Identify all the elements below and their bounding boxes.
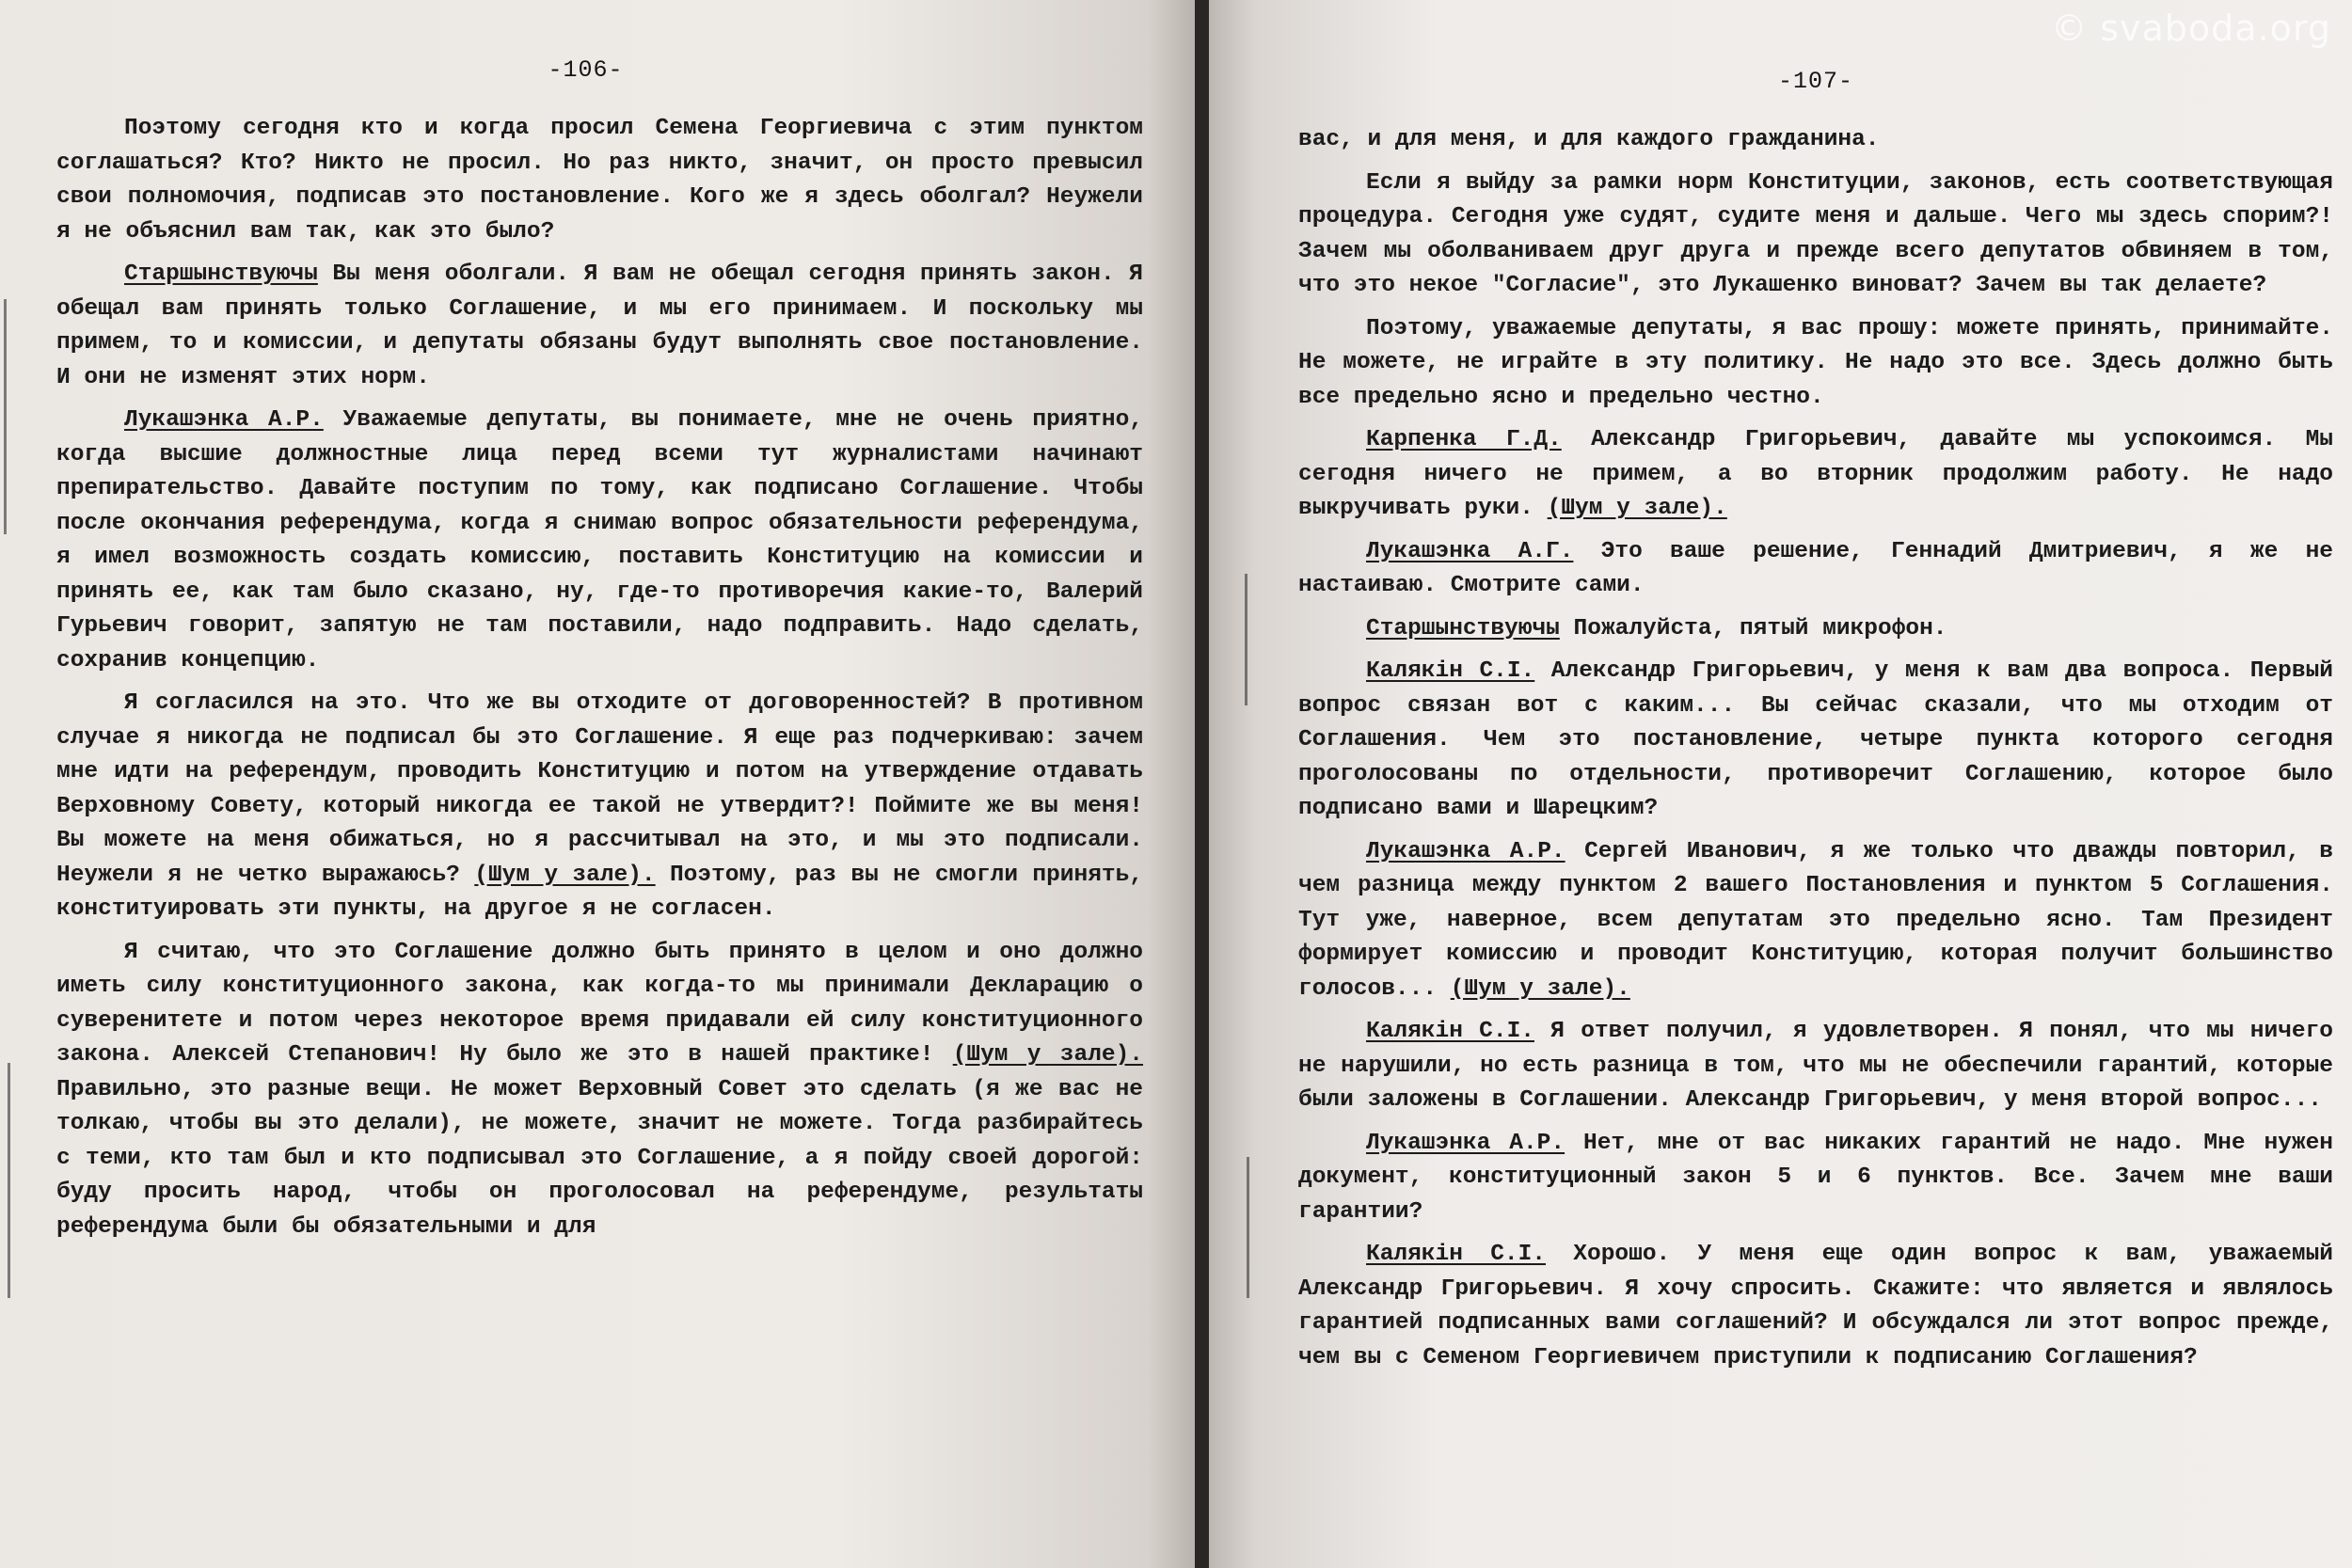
paragraph (1298, 423, 2333, 527)
speaker-name: Лукашэнка А.Р. (1366, 838, 1565, 864)
paragraph (1298, 1127, 2333, 1230)
paragraph (56, 936, 1143, 1245)
paragraph-text: Я ответ получил, я удовлетворен. Я понял, что мы ничего не нарушили, но есть разница в том, что мы не обеспечили гарантий, которые были заложены в Соглашении. Александр Григорьевич, у меня второй вопрос... (1298, 1019, 2333, 1113)
pencil-margin-bracket (1245, 574, 1248, 705)
speaker-name: Калякін С.І. (1366, 658, 1535, 684)
speaker-name: Калякін С.І. (1366, 1019, 1534, 1044)
speaker-name: Старшынствуючы (1366, 615, 1560, 641)
speaker-name: Карпенка Г.Д. (1366, 427, 1562, 452)
paragraph-text-continued: Правильно, это разные вещи. Не может Верховный Совет это сделать (я же вас не толкаю, чтобы вы это делали), не можете, значит не можете. Тогда разбирайтесь с теми, кто там был и кто подписывал это Соглашение, а я пойду своей дорогой: буду просить народ, чтобы он проголосовал на референдуме, результаты референдума были бы обязательными и для (56, 1076, 1143, 1240)
paragraph (1298, 166, 2333, 304)
paragraph (1298, 1015, 2333, 1118)
stage-note: (Шум у зале). (474, 862, 656, 888)
stage-note: (Шум у зале). (1547, 496, 1727, 521)
paragraph (1298, 612, 2333, 647)
paragraph-text: Вы меня оболгали. Я вам не обещал сегодня принять закон. Я обещал вам принять только Соглашение, и мы его принимаем. И поскольку мы примем, то и комиссии, и депутаты обязаны будут выполнять свое постановление. И они не изменят этих норм. (56, 261, 1143, 390)
paragraph-text: Поэтому сегодня кто и когда просил Семена Георгиевича с этим пунктом соглашаться? Кто? Никто не просил. Но раз никто, значит, он просто превысил свои полномочия, подписав это постановление. Кого же я здесь оболгал? Неужели я не объяснил вам так, как это было? (56, 116, 1143, 245)
page-number: -107- (1777, 68, 1853, 95)
speaker-name: Лукашэнка А.Р. (124, 407, 324, 433)
paragraph (56, 404, 1143, 678)
paragraph (56, 258, 1143, 395)
pencil-margin-bracket (8, 1063, 10, 1298)
page-number: -106- (548, 56, 624, 84)
paragraph-text: вас, и для меня, и для каждого гражданина. (1298, 127, 1880, 152)
speaker-name: Калякін С.І. (1366, 1242, 1547, 1267)
paragraph-text: Уважаемые депутаты, вы понимаете, мне не очень приятно, когда высшие должностные лица перед всеми тут журналистами начинают препирательство. Давайте поступим по тому, как подписано Соглашение. Чтобы после окончания референдума, когда я снимаю вопрос обязательности референдума, я имел возможность создать комиссию, поставить Конституцию на комиссии и принять ее, как там было сказано, ну, где-то противоречия какие-то, Валерий Гурьевич говорит, запятую не там поставили, надо подправить. Надо сделать, сохранив концепцию. (56, 407, 1143, 673)
page-body (28, 112, 1143, 1244)
stage-note: (Шум у зале). (952, 1042, 1144, 1068)
speaker-name: Старшынствуючы (124, 261, 318, 287)
paragraph-text: Я согласился на это. Что же вы отходите от договоренностей? В противном случае я никогда не подписал бы это Соглашение. Я еще раз подчеркиваю: зачем мне идти на референдум, проводить Конституцию и потом на утверждение отдавать Верховному Совету, который никогда ее такой не утвердит?! Поймите же вы меня! Вы можете на меня обижаться, но я рассчитывал на это, и мы это подписали. Неужели я не четко выражаюсь? (56, 690, 1143, 888)
paragraph-text: Это ваше решение, Геннадий Дмитриевич, я же не настаиваю. Смотрите сами. (1298, 538, 2333, 598)
paragraph (1298, 835, 2333, 1007)
paragraph-text: Хорошо. У меня еще один вопрос к вам, уважаемый Александр Григорьевич. Я хочу спросить. Скажите: что является и являлось гарантией подписанных вами соглашений? И обсуждался ли этот вопрос прежде, чем вы с Семеном Георгиевичем приступили к подписанию Соглашения? (1298, 1242, 2333, 1370)
paragraph (1298, 535, 2333, 604)
paragraph-text: Я считаю, что это Соглашение должно быть принято в целом и оно должно иметь силу конституционного закона, как когда-то мы принимали Декларацию о суверенитете и потом через некоторое время придавали ей силу конституционного закона. Алексей Степанович! Ну было же это в нашей практике! (56, 939, 1143, 1068)
pencil-margin-bracket (4, 299, 35, 534)
page-body (1298, 123, 2333, 1375)
pencil-margin-bracket (1247, 1157, 1249, 1298)
speaker-name: Лукашэнка А.Р. (1366, 1130, 1565, 1156)
paragraph (1298, 1238, 2333, 1375)
paragraph (1298, 655, 2333, 827)
paragraph (56, 112, 1143, 249)
stage-note: (Шум у зале). (1450, 975, 1630, 1002)
right-page (1209, 0, 2352, 1568)
paragraph (1298, 123, 2333, 158)
paragraph (1298, 312, 2333, 416)
paragraph-text: Александр Григорьевич, у меня к вам два вопроса. Первый вопрос связан вот с каким... Вы сейчас сказали, что мы отходим от Соглашения. Чем это постановление, четыре пункта которого сегодня проголосованы по отдельности, противоречит Соглашению, которое было подписано вами и Шарецким? (1298, 658, 2333, 821)
watermark: © svaboda.org (2051, 8, 2331, 49)
speaker-name: Лукашэнка А.Г. (1366, 538, 1574, 564)
paragraph-text: Сергей Иванович, я же только что дважды повторил, в чем разница между пунктом 2 вашего Постановления и пунктом 5 Соглашения. Тут уже, наверное, всем депутатам это предельно ясно. Там Президент формирует комиссию и проводит Конституцию, которая получит большинство голосов... (1298, 838, 2333, 1002)
paragraph-text: Пожалуйста, пятый микрофон. (1559, 615, 1947, 641)
paragraph-text-continued: Поэтому, раз вы не смогли принять, конституировать эти пункты, на другое я не согласен. (56, 862, 1144, 922)
paragraph-text: Нет, мне от вас никаких гарантий не надо. Мне нужен документ, конституционный закон 5 и 6 пунктов. Все. Зачем мне ваши гарантии? (1298, 1130, 2333, 1225)
paragraph (56, 687, 1143, 927)
paragraph-text: Александр Григорьевич, давайте мы успокоимся. Мы сегодня ничего не примем, а во вторник продолжим работу. Не надо выкручивать руки. (1298, 427, 2333, 521)
paragraph-text: Если я выйду за рамки норм Конституции, законов, есть соответствующая процедура. Сегодня уже судят, судите меня и дальше. Чего мы здесь спорим?! Зачем мы оболваниваем друг друга и прежде всего депутатов обвиняем в том, что это некое "Согласие", это Лукашенко виноват? Зачем вы так делаете? (1298, 169, 2333, 298)
paragraph-text: Поэтому, уважаемые депутаты, я вас прошу: можете принять, принимайте. Не можете, не играйте в эту политику. Не надо это все. Здесь должно быть все предельно ясно и предельно честно. (1298, 315, 2333, 410)
